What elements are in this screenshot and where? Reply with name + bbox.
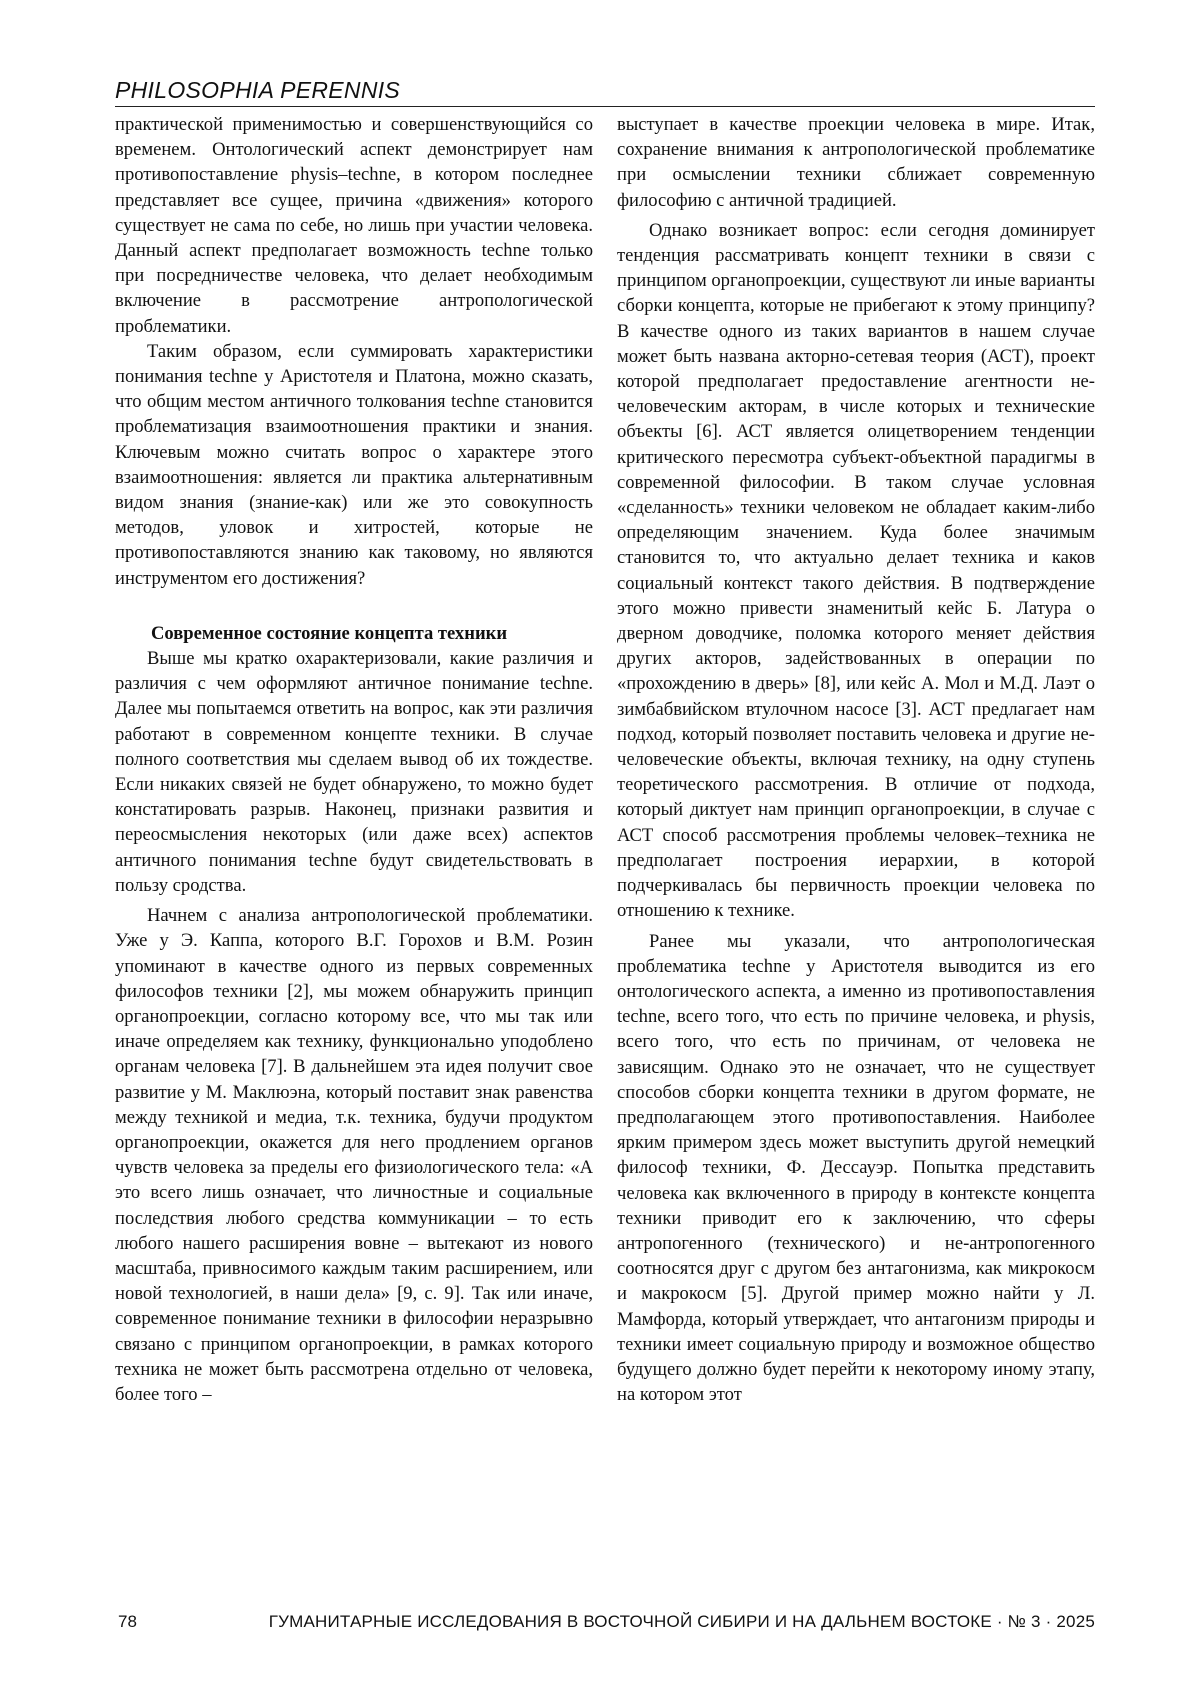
paragraph-continuation: практической применимостью и совершенствующийся со временем. Онтологический аспект демонстрирует нам противопоставление physis–techne, в котором последнее представляет все сущее, причина «движения» которого существует не сама по себе, но лишь при участии человека. Данный аспект предполагает возможность techne только при посредничестве человека, что делает необходимым включение в рассмотрение антропологической проблематики. (115, 114, 593, 337)
section-heading: Современное состояние концепта техники (151, 622, 508, 644)
journal-title: ГУМАНИТАРНЫЕ ИССЛЕДОВАНИЯ В ВОСТОЧНОЙ СИБИРИ И НА ДАЛЬНЕМ ВОСТОКЕ · № 3 · 2025 (268, 1612, 1095, 1631)
paragraph-continuation: выступает в качестве проекции человека в мире. Итак, сохранение внимания к антропологической проблематике при осмыслении техники сближает современную философию с античной традицией. (617, 114, 1095, 211)
running-title: PHILOSOPHIA PERENNIS (115, 77, 401, 103)
paragraph: Начнем с анализа антропологической проблематики. Уже у Э. Каппа, которого В.Г. Горохов и В.М. Розин упоминают в качестве одного из первых современных философов техники [2], мы можем обнаружить принцип органопроекции, согласно которому все, что мы так или иначе определяем как технику, функционально уподоблено органам человека [7]. В дальнейшем эта идея получит свое развитие у М. Маклюэна, который поставит знак равенства между техникой и медиа, т.к. техника, будучи продуктом органопроекции, окажется для него продлением органов чувств человека за пределы его физиологического тела: «А это всего лишь означает, что личностные и социальные последствия любого средства коммуникации – то есть любого нашего расширения вовне – вытекают из нового масштаба, привносимого каждым таким расширением, или новой технологией, в наши дела» [9, с. 9]. Так или иначе, современное понимание техники в философии неразрывно связано с принципом органопроекции, в рамках которого техника не может быть рассмотрена отдельно от человека, более того – (115, 905, 593, 1405)
right-column (617, 112, 1095, 1407)
paragraph: Выше мы кратко охарактеризовали, какие различия и различия с чем оформляют античное понимание techne. Далее мы попытаемся ответить на вопрос, как эти различия работают в современном концепте техники. В случае полного соответствия мы сделаем вывод об их тождестве. Если никаких связей не будет обнаружено, то можно будет констатировать разрыв. Наконец, признаки развития и переосмысления некоторых (или даже всех) аспектов античного понимания techne будут свидетельствовать в пользу сродства. (115, 648, 593, 896)
paragraph: Ранее мы указали, что антропологическая проблематика techne у Аристотеля выводится из его онтологического аспекта, а именно из противопоставления techne, всего того, что есть по причине человека, и physis, всего того, что есть по причинам, от человека не зависящим. Однако это не означает, что не существует способов сборки концепта техники в другом формате, не предполагающем этого противопоставления. Наиболее ярким примером здесь может выступить другой немецкий философ техники, Ф. Дессауэр. Попытка представить человека как включенного в природу в контексте концепта техники приводит его к заключению, что сферы антропогенного (технического) и не-антропогенного соотносятся друг с другом без антагонизма, как микрокосм и макрокосм [5]. Другой пример можно найти у Л. Мамфорда, который утверждает, что антагонизм природы и техники имеет социальную природу и возможное общество будущего должно будет перейти к некоторому иному этапу, на котором этот (617, 930, 1095, 1406)
header-rule (115, 106, 1095, 107)
left-column (115, 112, 593, 1407)
page-number: 78 (118, 1612, 137, 1631)
paragraph: Однако возникает вопрос: если сегодня доминирует тенденция рассматривать концепт техники в связи с принципом органопроекции, существуют ли иные варианты сборки концепта, которые не прибегают к этому принципу? В качестве одного из таких вариантов в нашем случае может быть названа акторно-сетевая теория (АСТ), проект которой предполагает предоставление агентности не-человеческим акторам, в числе которых и технические объекты [6]. АСТ является олицетворением тенденции критического пересмотра субъект-объектной парадигмы в современной философии. В таком случае условная «сделанность» техники человеком не обладает каким-либо определяющим значением. Куда более значимым становится то, что актуально делает техника и каков социальный контекст такого действия. В подтверждение этого можно привести знаменитый кейс Б. Латура о дверном доводчике, поломка которого меняет действия других акторов, задействованных в операции по «прохождению в дверь» [8], или кейс А. Мол и М.Д. Лаэт о зимбабвийском втулочном насосе [3]. АСТ предлагает нам подход, который позволяет поставить человека и другие не-человеческие объекты, включая технику, на одну ступень теоретического рассмотрения. В отличие от подхода, который диктует нам принцип органопроекции, в случае с АСТ способ рассмотрения проблемы человек–техника не предполагает построения иерархии, в которой подчеркивалась бы первичность проекции человека по отношению к технике. (617, 219, 1095, 922)
paragraph: Таким образом, если суммировать характеристики понимания techne у Аристотеля и Платона, можно сказать, что общим местом античного толкования techne становится проблематизация взаимоотношения практики и знания. Ключевым можно считать вопрос о характере этого взаимоотношения: является ли практика альтернативным видом знания (знание-как) или же это совокупность методов, уловок и хитростей, которые не противопоставляются знанию как таковому, но являются инструментом его достижения? (115, 340, 593, 589)
